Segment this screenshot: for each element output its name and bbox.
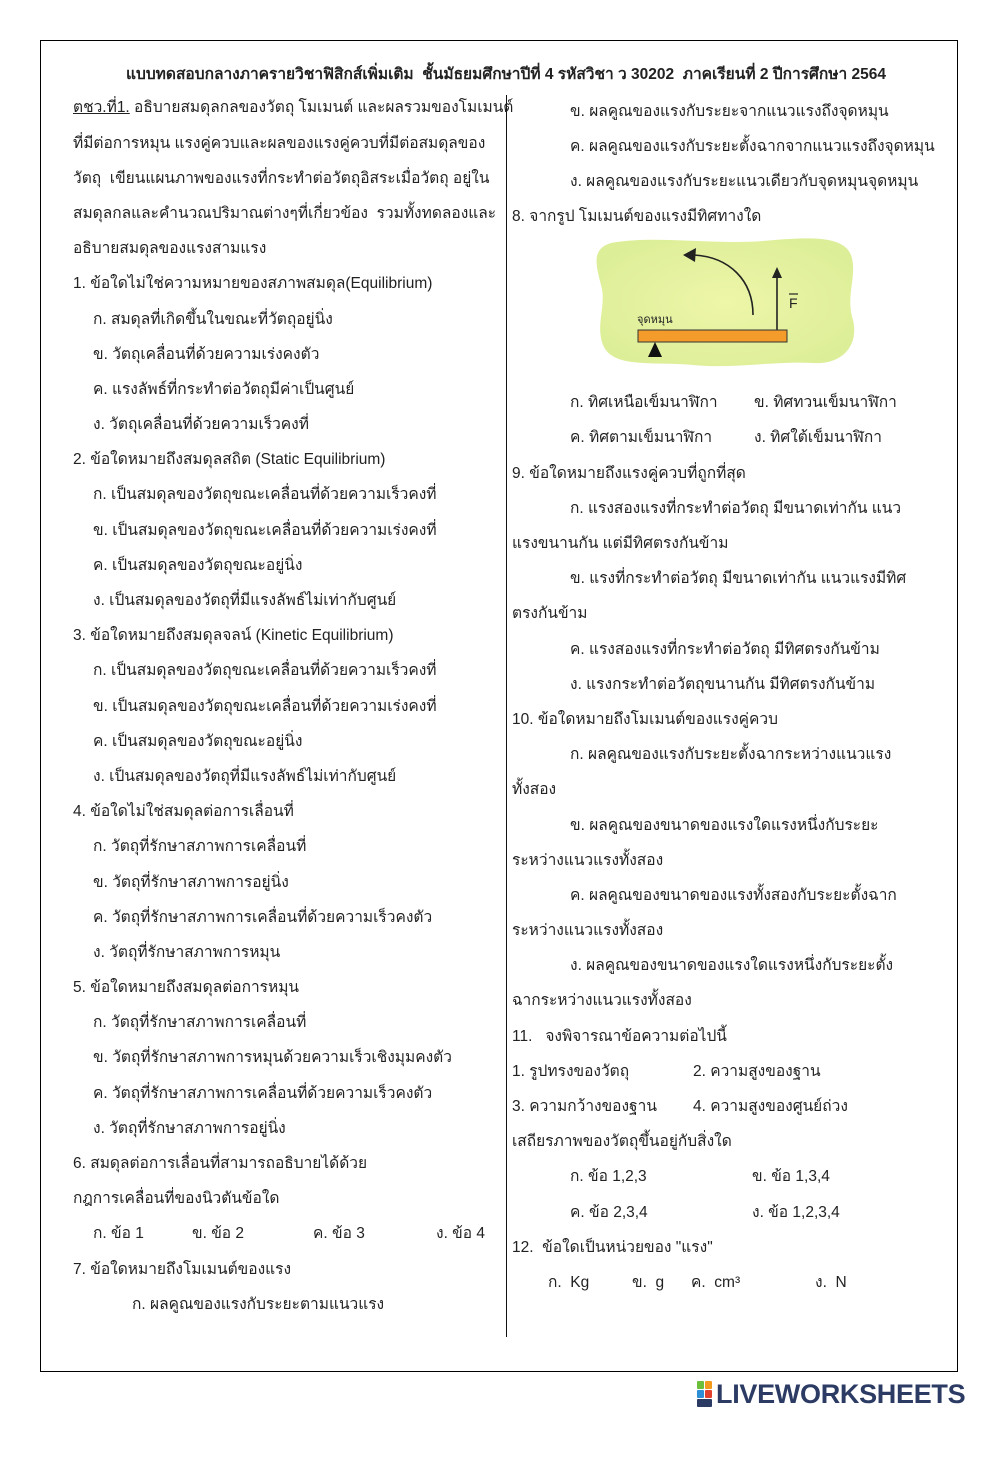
question-1-option-b: ข. วัตถุเคลื่อนที่ด้วยความเร่งคงตัว xyxy=(93,345,320,363)
question-1-option-c: ค. แรงลัพธ์ที่กระทำต่อวัตถุมีค่าเป็นศูนย์ xyxy=(93,380,355,398)
left-column xyxy=(73,90,514,1322)
question-10-option-b: ข. ผลคูณของขนาดของแรงใดแรงหนึ่งกับระยะ xyxy=(570,816,879,834)
question-6-option-c: ค. ข้อ 3 xyxy=(313,1225,365,1243)
question-11-option-a: ก. ข้อ 1,2,3 xyxy=(570,1168,647,1186)
question-7-option-b: ข. ผลคูณของแรงกับระยะจากแนวแรงถึงจุดหมุน xyxy=(570,102,889,120)
indicator-text: อธิบายสมดุลกลของวัตถุ โมเมนต์ และผลรวมของโมเมนต์ xyxy=(129,99,514,117)
question-10-stem: 10. ข้อใดหมายถึงโมเมนต์ของแรงคู่ควบ xyxy=(512,710,778,728)
question-8-option-c: ค. ทิศตามเข็มนาฬิกา xyxy=(570,429,713,447)
question-10-option-c: ค. ผลคูณของขนาดของแรงทั้งสองกับระยะตั้งฉาก xyxy=(570,886,897,904)
question-6-option-d: ง. ข้อ 4 xyxy=(436,1225,486,1243)
question-11-option-b: ข. ข้อ 1,3,4 xyxy=(752,1168,830,1186)
question-3-option-d: ง. เป็นสมดุลของวัตถุที่มีแรงลัพธ์ไม่เท่ากับศูนย์ xyxy=(93,767,397,785)
question-9-stem: 9. ข้อใดหมายถึงแรงคู่ควบที่ถูกที่สุด xyxy=(512,464,746,482)
question-8-options-row xyxy=(512,385,952,420)
question-7-option-d: ง. ผลคูณของแรงกับระยะแนวเดียวกับจุดหมุนจุดหมุน xyxy=(570,172,919,190)
question-9-option-b: ข. แรงที่กระทำต่อวัตถุ มีขนาดเท่ากัน แนวแรงมีทิศ xyxy=(570,570,907,588)
question-4-option-d: ง. วัตถุที่รักษาสภาพการหมุน xyxy=(93,943,281,961)
question-4-option-c: ค. วัตถุที่รักษาสภาพการเคลื่อนที่ด้วยความเร็วคงตัว xyxy=(93,908,433,926)
question-4-option-a: ก. วัตถุที่รักษาสภาพการเคลื่อนที่ xyxy=(93,838,307,856)
question-2-option-b: ข. เป็นสมดุลของวัตถุขณะเคลื่อนที่ด้วยความเร่งคงที่ xyxy=(93,521,437,539)
indicator-line: สมดุลกลและคำนวณปริมาณต่างๆที่เกี่ยวข้อง รวมทั้งทดลองและ xyxy=(73,204,497,222)
lever-bar xyxy=(638,330,787,342)
liveworksheets-logo-icon xyxy=(697,1381,713,1407)
question-3-option-b: ข. เป็นสมดุลของวัตถุขณะเคลื่อนที่ด้วยความเร่งคงที่ xyxy=(93,697,437,715)
question-11-statement-4: 4. ความสูงของศูนย์ถ่วง xyxy=(693,1098,848,1115)
question-6-option-a: ก. ข้อ 1 xyxy=(93,1225,144,1243)
question-1-stem: 1. ข้อใดไม่ใช่ความหมายของสภาพสมดุล(Equilibrium) xyxy=(73,275,433,293)
question-12-option-a: ก. Kg xyxy=(548,1273,590,1291)
brand-name: LIVEWORKSHEETS xyxy=(716,1379,966,1409)
question-1-option-d: ง. วัตถุเคลื่อนที่ด้วยความเร็วคงที่ xyxy=(93,416,309,434)
pivot-label: จุดหมุน xyxy=(637,314,673,327)
indicator-line: วัตถุ เขียนแผนภาพของแรงที่กระทำต่อวัตถุอิสระเมื่อวัตถุ อยู่ใน xyxy=(73,169,490,187)
question-8-option-b: ข. ทิศทวนเข็มนาฬิกา xyxy=(754,394,897,412)
question-10-option-a-cont: ทั้งสอง xyxy=(512,781,557,799)
question-8-option-a: ก. ทิศเหนือเข็มนาฬิกา xyxy=(570,394,718,412)
question-11-options-row xyxy=(512,1159,952,1194)
question-11-statement-2: 2. ความสูงของฐาน xyxy=(693,1062,821,1080)
question-11-statement-3: 3. ความกว้างของฐาน xyxy=(512,1098,657,1115)
question-12-stem: 12. ข้อใดเป็นหน่วยของ "แรง" xyxy=(512,1238,713,1256)
question-12-option-b: ข. g xyxy=(632,1273,665,1291)
question-10-option-d: ง. ผลคูณของขนาดของแรงใดแรงหนึ่งกับระยะตั้ง xyxy=(570,957,894,975)
question-11-option-c: ค. ข้อ 2,3,4 xyxy=(570,1203,648,1221)
question-8-stem: 8. จากรูป โมเมนต์ของแรงมีทิศทางใด xyxy=(512,208,762,226)
indicator-line xyxy=(73,90,514,125)
question-9-option-a-cont: แรงขนานกัน แต่มีทิศตรงกันข้าม xyxy=(512,535,729,552)
background-blob xyxy=(597,239,855,367)
question-9-option-d: ง. แรงกระทำต่อวัตถุขนานกัน มีทิศตรงกันข้าม xyxy=(570,675,876,693)
question-4-stem: 4. ข้อใดไม่ใช่สมดุลต่อการเลื่อนที่ xyxy=(73,803,294,821)
column-divider xyxy=(506,95,507,1337)
question-7-stem: 7. ข้อใดหมายถึงโมเมนต์ของแรง xyxy=(73,1260,292,1278)
indicator-label: ตชว.ที่1. xyxy=(73,99,130,117)
question-9-option-a: ก. แรงสองแรงที่กระทำต่อวัตถุ มีขนาดเท่ากัน แนว xyxy=(570,499,902,517)
question-10-option-d-cont: ฉากระหว่างแนวแรงทั้งสอง xyxy=(512,992,692,1010)
question-11-statements-row xyxy=(512,1089,952,1124)
question-5-stem: 5. ข้อใดหมายถึงสมดุลต่อการหมุน xyxy=(73,979,300,997)
question-5-option-d: ง. วัตถุที่รักษาสภาพการอยู่นิ่ง xyxy=(93,1119,286,1137)
question-3-option-a: ก. เป็นสมดุลของวัตถุขณะเคลื่อนที่ด้วยความเร็วคงที่ xyxy=(93,662,437,680)
question-7-option-c: ค. ผลคูณของแรงกับระยะตั้งฉากจากแนวแรงถึงจุดหมุน xyxy=(570,137,935,155)
question-11-option-d: ง. ข้อ 1,2,3,4 xyxy=(752,1203,840,1221)
question-6-stem-cont: กฎการเคลื่อนที่ของนิวตันข้อใด xyxy=(73,1190,280,1208)
page-title: แบบทดสอบกลางภาครายวิชาฟิสิกส์เพิ่มเติม ชั้นมัธยมศึกษาปีที่ 4 รหัสวิชา ว 30202 ภาคเรียนที่ 2 ปีการศึกษา 2564 xyxy=(126,66,886,83)
question-12-options-row xyxy=(512,1265,952,1300)
indicator-line: ที่มีต่อการหมุน แรงคู่ควบและผลของแรงคู่ควบที่มีต่อสมดุลของ xyxy=(73,134,486,152)
question-2-option-c: ค. เป็นสมดุลของวัตถุขณะอยู่นิ่ง xyxy=(93,556,303,574)
question-6-stem: 6. สมดุลต่อการเลื่อนที่สามารถอธิบายได้ด้วย xyxy=(73,1155,368,1173)
right-column xyxy=(512,94,952,1301)
question-9-option-c: ค. แรงสองแรงที่กระทำต่อวัตถุ มีทิศตรงกันข้าม xyxy=(570,640,880,658)
question-10-option-a: ก. ผลคูณของแรงกับระยะตั้งฉากระหว่างแนวแรง xyxy=(570,746,892,764)
question-3-option-c: ค. เป็นสมดุลของวัตถุขณะอยู่นิ่ง xyxy=(93,732,303,750)
question-10-option-c-cont: ระหว่างแนวแรงทั้งสอง xyxy=(512,922,664,940)
question-11-options-row xyxy=(512,1195,952,1230)
question-11-stem: 11. จงพิจารณาข้อความต่อไปนี้ xyxy=(512,1027,727,1045)
question-7-option-a: ก. ผลคูณของแรงกับระยะตามแนวแรง xyxy=(132,1295,385,1313)
question-2-option-a: ก. เป็นสมดุลของวัตถุขณะเคลื่อนที่ด้วยความเร็วคงที่ xyxy=(93,486,437,504)
question-11-prompt: เสถียรภาพของวัตถุขึ้นอยู่กับสิ่งใด xyxy=(512,1133,732,1151)
question-12-option-c: ค. cm³ xyxy=(691,1273,741,1291)
question-10-option-b-cont: ระหว่างแนวแรงทั้งสอง xyxy=(512,851,664,869)
question-6-option-b: ข. ข้อ 2 xyxy=(192,1225,245,1243)
force-label: F xyxy=(789,295,798,312)
question-12-option-d: ง. N xyxy=(815,1273,847,1291)
moment-diagram xyxy=(593,235,858,370)
question-5-option-c: ค. วัตถุที่รักษาสภาพการเคลื่อนที่ด้วยความเร็วคงตัว xyxy=(93,1084,433,1102)
question-11-statement-1: 1. รูปทรงของวัตถุ xyxy=(512,1062,630,1080)
question-4-option-b: ข. วัตถุที่รักษาสภาพการอยู่นิ่ง xyxy=(93,873,289,891)
question-5-option-a: ก. วัตถุที่รักษาสภาพการเคลื่อนที่ xyxy=(93,1014,307,1032)
question-9-option-b-cont: ตรงกันข้าม xyxy=(512,605,588,623)
question-3-stem: 3. ข้อใดหมายถึงสมดุลจลน์ (Kinetic Equilibrium) xyxy=(73,627,394,645)
question-2-stem: 2. ข้อใดหมายถึงสมดุลสถิต (Static Equilibrium) xyxy=(73,451,386,469)
indicator-line: อธิบายสมดุลของแรงสามแรง xyxy=(73,240,267,258)
question-6-options xyxy=(73,1216,503,1251)
question-8-options-row xyxy=(512,420,952,455)
question-8-option-d: ง. ทิศใต้เข็มนาฬิกา xyxy=(754,429,882,447)
question-1-option-a: ก. สมดุลที่เกิดขึ้นในขณะที่วัตถุอยู่นิ่ง xyxy=(93,310,333,328)
question-8-figure xyxy=(512,234,952,385)
question-5-option-b: ข. วัตถุที่รักษาสภาพการหมุนด้วยความเร็วเชิงมุมคงตัว xyxy=(93,1049,452,1067)
question-11-statements-row xyxy=(512,1054,952,1089)
question-2-option-d: ง. เป็นสมดุลของวัตถุที่มีแรงลัพธ์ไม่เท่ากับศูนย์ xyxy=(93,592,397,610)
